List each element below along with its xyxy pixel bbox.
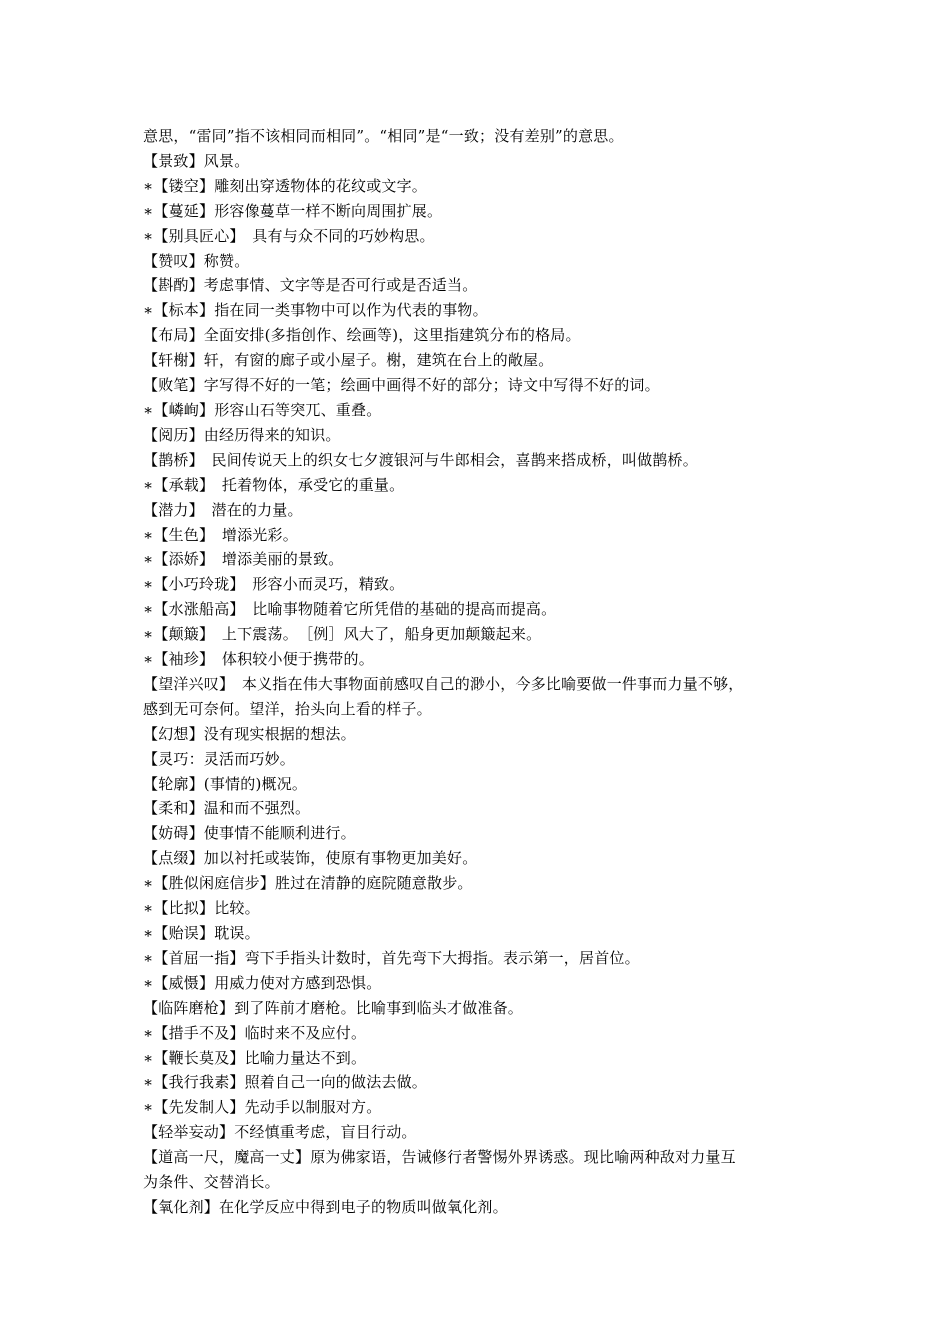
text-line: ∗【蔓延】形容像蔓草一样不断向周围扩展。: [143, 201, 443, 220]
text-line: ∗【添娇】 增添美丽的景致。: [143, 550, 344, 569]
text-line: 【潜力】 潜在的力量。: [143, 500, 303, 519]
text-line: 【临阵磨枪】到了阵前才磨枪。比喻事到临头才做准备。: [143, 998, 524, 1017]
text-line: 【灵巧：灵活而巧妙。: [143, 749, 296, 768]
text-line: ∗【颠簸】 上下震荡。 ［例］风大了，船身更加颠簸起来。: [143, 625, 542, 644]
text-line: ∗【胜似闲庭信步】胜过在清静的庭院随意散步。: [143, 874, 473, 893]
text-line: ∗【袖珍】 体积较小便于携带的。: [143, 650, 374, 669]
text-line: ∗【标本】指在同一类事物中可以作为代表的事物。: [143, 301, 488, 320]
text-line: ∗【我行我素】照着自己一向的做法去做。: [143, 1073, 427, 1092]
text-line: 【幻想】没有现实根据的想法。: [143, 724, 356, 743]
text-line: ∗【措手不及】临时来不及应付。: [143, 1023, 367, 1042]
text-line: ∗【贻误】耽误。: [143, 924, 260, 942]
text-line: 感到无可奈何。望洋，抬头向上看的样子。: [143, 699, 432, 718]
text-line: ∗【威慑】用威力使对方感到恐惧。: [143, 973, 382, 992]
text-line: 【景致】风景。: [143, 151, 250, 170]
text-line: 【氧化剂】在化学反应中得到电子的物质叫做氧化剂。: [143, 1197, 508, 1216]
text-line: 为条件、交替消长。: [143, 1173, 280, 1192]
text-line: ∗【小巧玲珑】 形容小而灵巧，精致。: [143, 575, 405, 594]
text-line: 【妨碍】使事情不能顺利进行。: [143, 824, 356, 843]
text-line: 【败笔】字写得不好的一笔；绘画中画得不好的部分；诗文中写得不好的词。: [143, 376, 660, 395]
text-line: ∗【鞭长莫及】比喻力量达不到。: [143, 1048, 367, 1067]
vocabulary-text: [143, 124, 833, 1220]
text-line: 【赞叹】称赞。: [143, 251, 250, 270]
text-line: ∗【生色】 增添光彩。: [143, 525, 298, 544]
text-line: 【柔和】温和而不强烈。: [143, 799, 311, 818]
text-line: 【道高一尺，魔高一丈】原为佛家语，告诫修行者警惕外界诱惑。现比喻两种敌对力量互: [143, 1148, 736, 1167]
text-line: 【布局】全面安排(多指创作、绘画等)，这里指建筑分布的格局。: [143, 326, 581, 345]
text-line: ∗【比拟】比较。: [143, 899, 260, 918]
text-line: 【轩榭】轩，有窗的廊子或小屋子。榭，建筑在台上的敞屋。: [143, 351, 554, 370]
text-line: 【阅历】由经历得来的知识。: [143, 425, 341, 444]
text-line: ∗【嶙峋】形容山石等突兀、重叠。: [143, 400, 382, 419]
text-line: 【斟酌】考虑事情、文字等是否可行或是否适当。: [143, 276, 478, 295]
text-line: ∗【别具匠心】 具有与众不同的巧妙构思。: [143, 226, 435, 245]
text-line: 【鹊桥】 民间传说天上的织女七夕渡银河与牛郎相会，喜鹊来搭成桥，叫做鹊桥。: [143, 450, 698, 469]
text-line: 【点缀】加以衬托或装饰，使原有事物更加美好。: [143, 849, 478, 868]
text-line: 【轻举妄动】不经慎重考虑，盲目行动。: [143, 1123, 417, 1142]
text-line: ∗【承载】 托着物体，承受它的重量。: [143, 475, 405, 494]
text-line: ∗【首屈一指】弯下手指头计数时，首先弯下大拇指。表示第一，居首位。: [143, 948, 640, 967]
text-line: ∗【镂空】雕刻出穿透物体的花纹或文字。: [143, 176, 427, 195]
text-line: ∗【先发制人】先动手以制服对方。: [143, 1098, 382, 1117]
text-line: 【望洋兴叹】 本义指在伟大事物面前感叹自己的渺小，今多比喻要做一件事而力量不够，: [143, 674, 744, 693]
text-line: 【轮廓】(事情的)概况。: [143, 774, 308, 793]
text-line: ∗【水涨船高】 比喻事物随着它所凭借的基础的提高而提高。: [143, 600, 557, 619]
text-line: 意思，“雷同”指不该相同而相同”。“相同”是“一致；没有差别”的意思。: [143, 127, 624, 145]
